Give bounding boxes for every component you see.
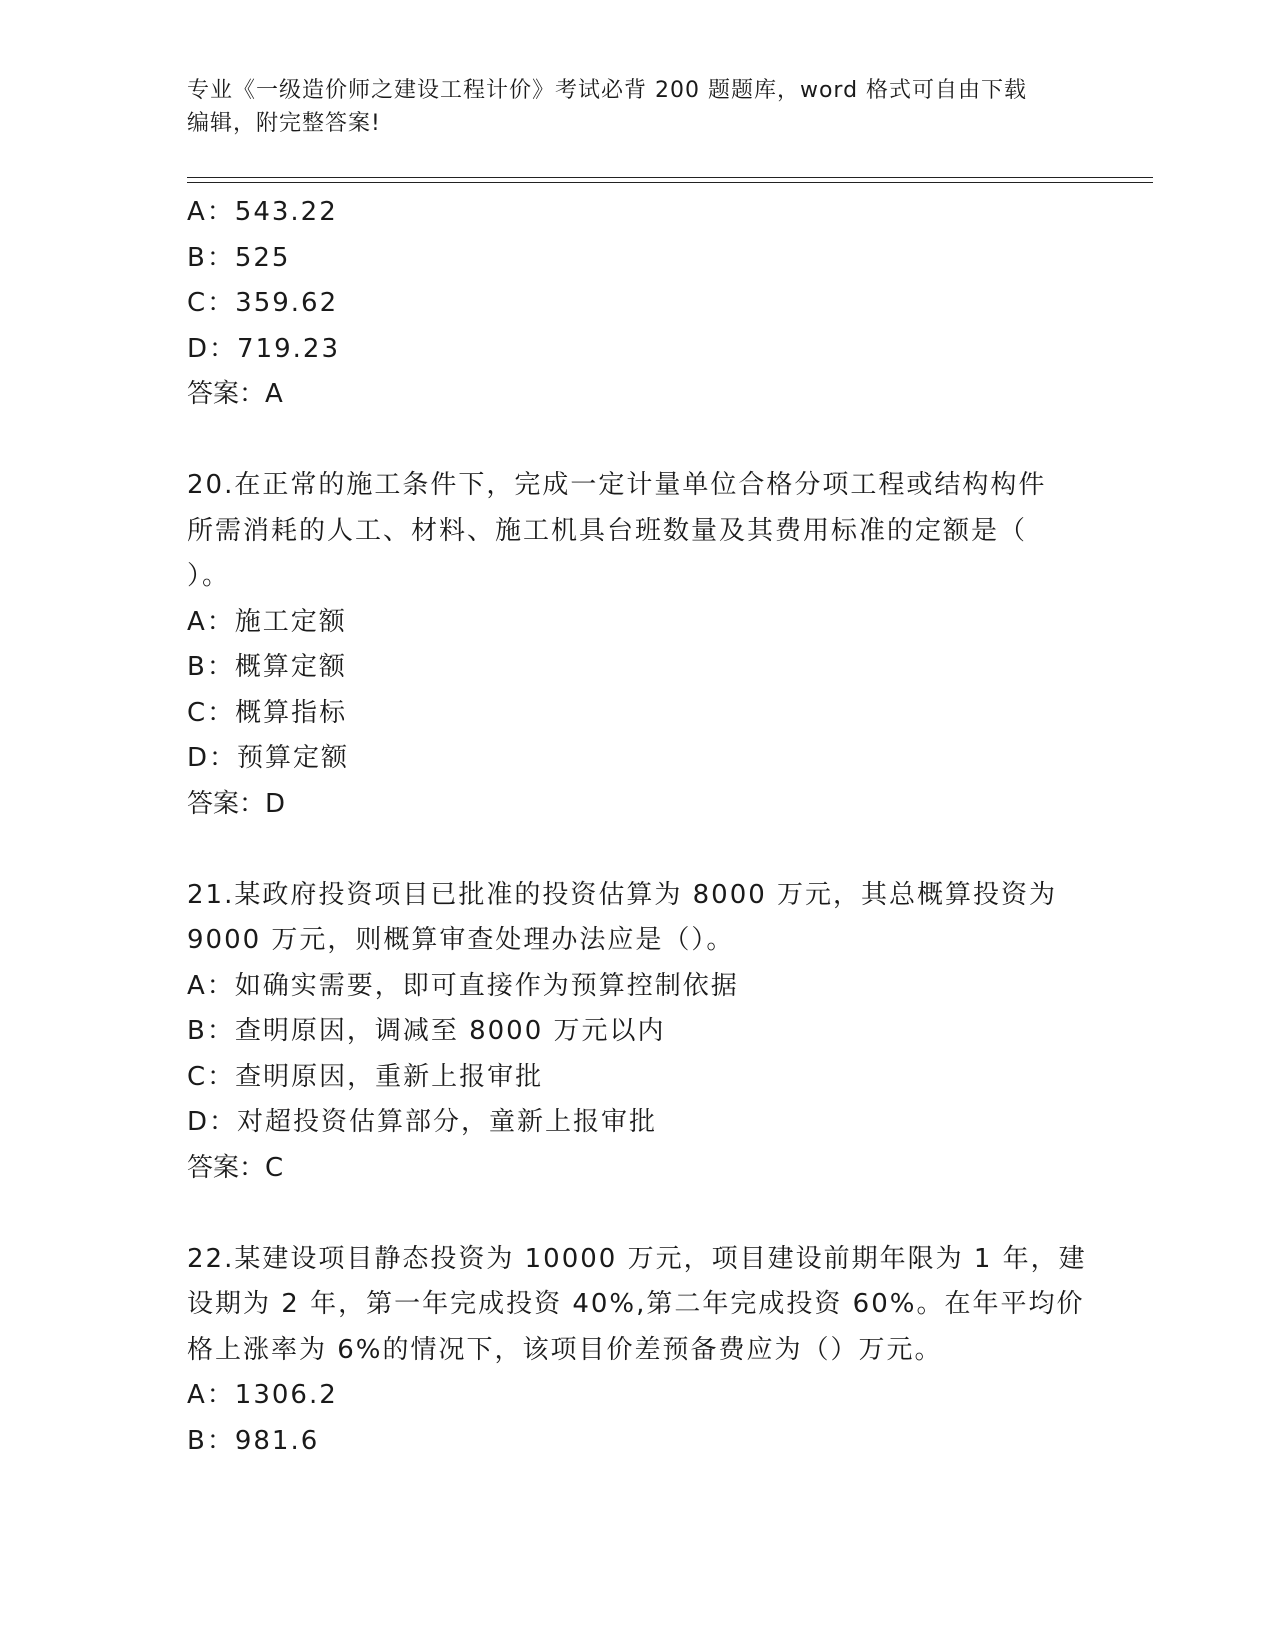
spacer: [187, 418, 1087, 464]
option-a: A：543.22: [187, 197, 338, 227]
question-stem-line: 所需消耗的人工、材料、施工机具台班数量及其费用标准的定额是（: [187, 515, 1028, 546]
header-line-2: 编辑，附完整答案!: [187, 111, 381, 136]
option-a: A：如确实需要，即可直接作为预算控制依据: [187, 970, 739, 1001]
question-block-21: [187, 873, 1087, 1192]
question-stem-line: 9000 万元，则概算审查处理办法应是（）。: [187, 925, 735, 955]
spacer: [187, 1191, 1087, 1237]
question-stem-line: 格上涨率为 6%的情况下，该项目价差预备费应为（）万元。: [187, 1334, 943, 1365]
option-b: B：525: [187, 242, 291, 273]
option-c: C：概算指标: [187, 697, 348, 728]
option-c: C：查明原因，重新上报审批: [187, 1061, 544, 1092]
question-content: [187, 190, 1087, 1464]
option-b: B：981.6: [187, 1425, 320, 1456]
question-stem-line: 设期为 2 年，第一年完成投资 40%,第二年完成投资 60%。在年平均价: [187, 1289, 1085, 1319]
question-stem-line: 20.在正常的施工条件下，完成一定计量单位合格分项工程或结构构件: [187, 470, 1047, 500]
document-header: [187, 74, 1087, 140]
option-c: C：359.62: [187, 288, 339, 318]
answer-line: 答案：A: [187, 379, 283, 409]
option-d: D：719.23: [187, 333, 340, 364]
header-divider: [187, 177, 1153, 183]
question-stem-line: 22.某建设项目静态投资为 10000 万元，项目建设前期年限为 1 年，建: [187, 1243, 1087, 1274]
question-block-20: [187, 463, 1087, 827]
option-b: B：概算定额: [187, 652, 347, 682]
question-stem-line: ）。: [187, 561, 231, 591]
option-d: D：对超投资估算部分，童新上报审批: [187, 1107, 658, 1137]
answer-line: 答案：D: [187, 788, 286, 819]
option-a: A：1306.2: [187, 1380, 338, 1410]
header-line-1: 专业《一级造价师之建设工程计价》考试必背 200 题题库，word 格式可自由下载: [187, 78, 1028, 103]
option-d: D：预算定额: [187, 743, 350, 773]
question-stem-line: 21.某政府投资项目已批准的投资估算为 8000 万元，其总概算投资为: [187, 879, 1058, 910]
option-a: A：施工定额: [187, 606, 347, 637]
question-block-19: [187, 190, 1087, 418]
question-block-22: [187, 1237, 1087, 1465]
answer-line: 答案：C: [187, 1152, 284, 1183]
option-b: B：查明原因，调减至 8000 万元以内: [187, 1016, 666, 1046]
spacer: [187, 827, 1087, 873]
